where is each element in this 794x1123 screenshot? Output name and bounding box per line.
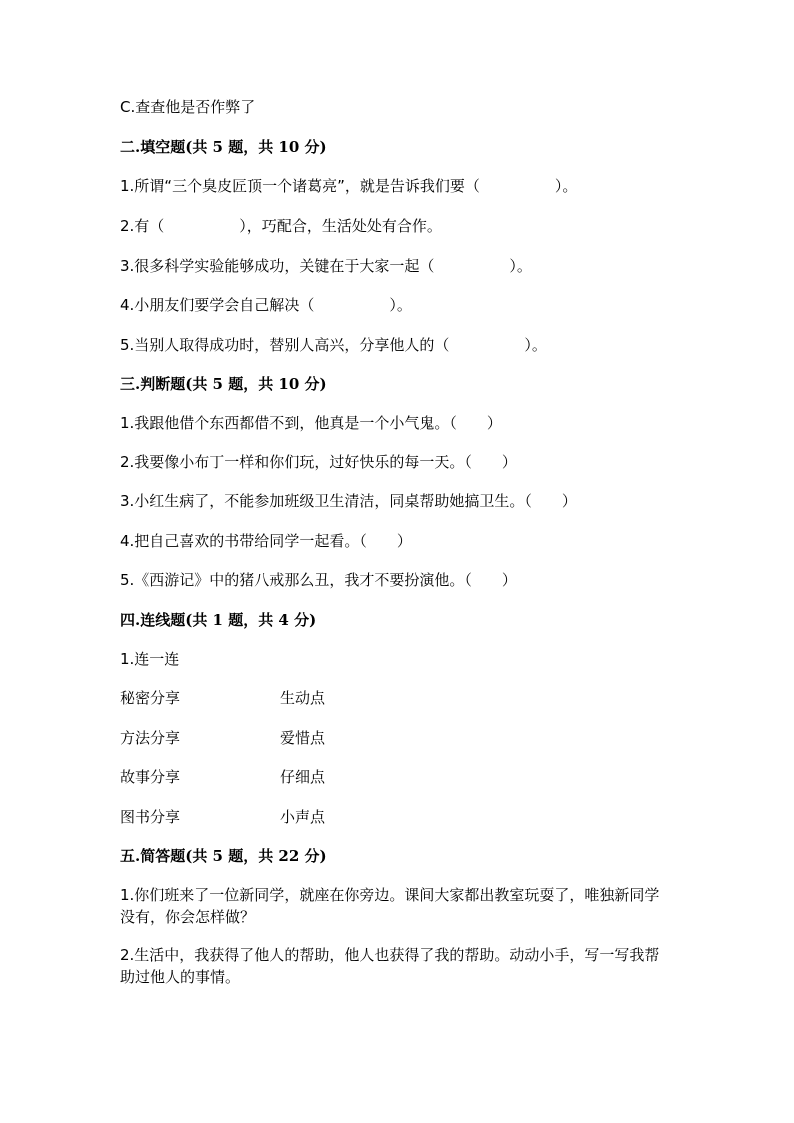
short-answer-2: 2.生活中，我获得了他人的帮助，他人也获得了我的帮助。动动小手，写一写我帮助过他人的事情。	[120, 946, 660, 986]
section-4-title: 四.连线题(共 1 题，共 4 分)	[120, 611, 317, 629]
short-answer-1: 1.你们班来了一位新同学，就座在你旁边。课间大家都出教室玩耍了，唯独新同学没有，你会怎样做？	[120, 886, 660, 926]
match-right-3: 仔细点	[280, 768, 326, 786]
match-right-4: 小声点	[280, 808, 326, 826]
fill-blank-2: 2.有（ ），巧配合，生活处处有合作。	[120, 217, 442, 235]
section-3-title: 三.判断题(共 5 题，共 10 分)	[120, 375, 327, 393]
match-left-4: 图书分享	[120, 808, 181, 826]
match-left-2: 方法分享	[120, 729, 181, 747]
judgment-3: 3.小红生病了，不能参加班级卫生清洁，同桌帮助她搞卫生。（ ）	[120, 492, 577, 510]
fill-blank-1: 1.所谓“三个臭皮匠顶一个诸葛亮”，就是告诉我们要（ ）。	[120, 177, 578, 195]
judgment-4: 4.把自己喜欢的书带给同学一起看。（ ）	[120, 532, 412, 550]
section-5-title: 五.简答题(共 5 题，共 22 分)	[120, 847, 327, 865]
match-left-3: 故事分享	[120, 768, 181, 786]
fill-blank-5: 5.当别人取得成功时，替别人高兴，分享他人的（ ）。	[120, 336, 547, 354]
match-right-2: 爱惜点	[280, 729, 326, 747]
matching-question: 1.连一连	[120, 650, 180, 668]
match-right-1: 生动点	[280, 689, 326, 707]
fill-blank-4: 4.小朋友们要学会自己解决（ ）。	[120, 296, 412, 314]
option-c: C.查查他是否作弊了	[120, 98, 256, 116]
section-2-title: 二.填空题(共 5 题，共 10 分)	[120, 138, 327, 156]
judgment-2: 2.我要像小布丁一样和你们玩，过好快乐的每一天。（ ）	[120, 453, 517, 471]
match-left-1: 秘密分享	[120, 689, 181, 707]
judgment-5: 5.《西游记》中的猪八戒那么丑，我才不要扮演他。（ ）	[120, 571, 517, 589]
fill-blank-3: 3.很多科学实验能够成功，关键在于大家一起（ ）。	[120, 257, 532, 275]
judgment-1: 1.我跟他借个东西都借不到，他真是一个小气鬼。（ ）	[120, 414, 502, 432]
